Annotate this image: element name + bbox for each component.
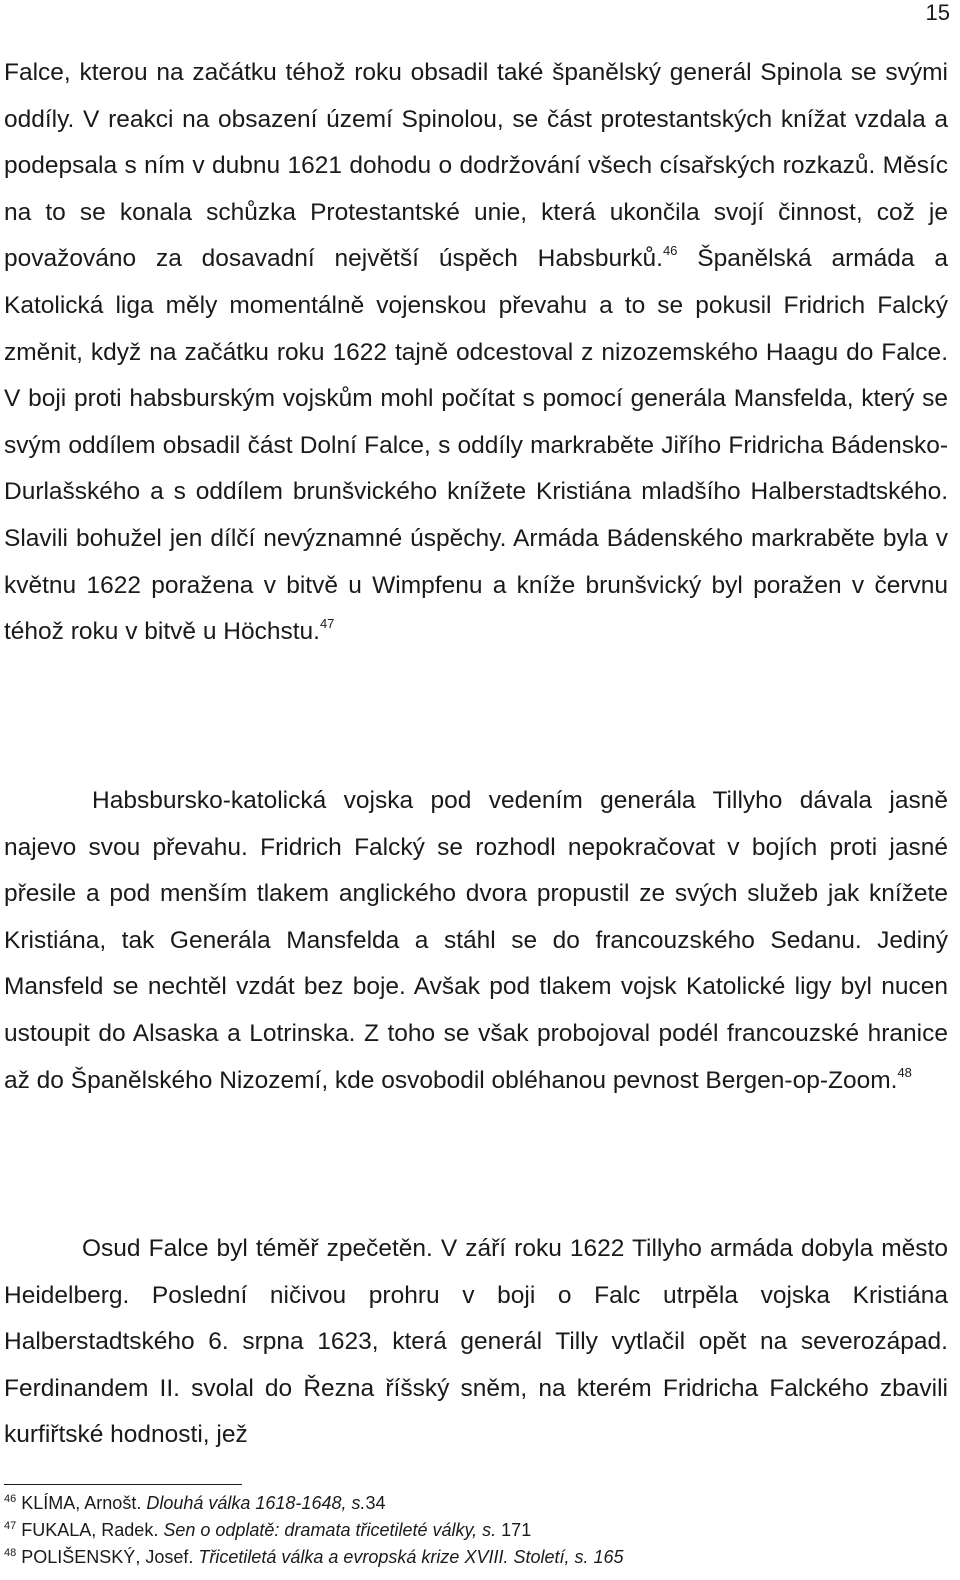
footnote-author: POLIŠENSKÝ, Josef. <box>21 1547 199 1567</box>
footnote-title: Třicetiletá válka a evropská krize XVIII. Století, s. 165 <box>198 1547 624 1567</box>
paragraph-text: Falce, kterou na začátku téhož roku obsadil také španělský generál Spinola se svými oddíly. V reakci na obsazení území Spinolou, se část protestantských knížat vzdala a podepsala s ním v dubnu 1621 dohodu o dodržování všech císařských rozkazů. Měsíc na to se konala schůzka Protestantské unie, která ukončila svojí činnost, což je považováno za dosavadní největší úspěch Habsburků. <box>4 59 948 273</box>
paragraph-text: Španělská armáda a Katolická liga měly momentálně vojenskou převahu a to se pokusil Fridrich Falcký změnit, když na začátku roku 1622 tajně odcestoval z nizozemského Haagu do Falce. V boji proti habsburským vojskům mohl počítat s pomocí generála Mansfelda, který se svým oddílem obsadil část Dolní Falce, s oddíly markraběte Jiřího Fridricha Bádensko-Durlašského a s oddílem brunšvického knížete Kristiána mladšího Halberstadtského. Slavili bohužel jen dílčí nevýznamné úspěchy. Armáda Bádenského markraběte byla v květnu 1622 poražena v bitvě u Wimpfenu a kníže brunšvický byl poražen v červnu téhož roku v bitvě u Höchstu. <box>4 245 949 646</box>
footnote-title: Sen o odplatě: dramata třicetileté války, s. <box>163 1520 497 1540</box>
page-number: 15 <box>925 0 950 25</box>
paragraph-1 <box>4 50 948 656</box>
footnote-pages: 34 <box>365 1493 386 1513</box>
paragraph-3 <box>4 1226 948 1459</box>
footnote-ref-46: 46 <box>662 243 678 259</box>
footnote-separator <box>4 1484 242 1485</box>
footnote-number: 48 <box>4 1547 17 1559</box>
paragraph-text: Osud Falce byl téměř zpečetěn. V září roku 1622 Tillyho armáda dobyla město Heidelberg. Poslední ničivou prohru v boji o Falc utrpěla vojska Kristiána Halberstadtského 6. srpna 1623, která generál Tilly vytlačil opět na severozápad. Ferdinandem II. svolal do Řezna říšský sněm, na kterém Fridricha Falckého zbavili kurfiřtské hodnosti, jež <box>4 1235 948 1449</box>
footnote-46 <box>4 1490 948 1517</box>
paragraph-2 <box>4 778 948 1104</box>
footnote-47 <box>4 1517 948 1544</box>
footnote-author: FUKALA, Radek. <box>21 1520 164 1540</box>
paragraph-text: Habsbursko-katolická vojska pod vedením generála Tillyho dávala jasně najevo svou převahu. Fridrich Falcký se rozhodl nepokračovat v bojích proti jasné přesile a pod menším tlakem anglického dvora propustil ze svých služeb jak knížete Kristiána, tak Generála Mansfelda a stáhl se do francouzského Sedanu. Jediný Mansfeld se nechtěl vzdát bez boje. Avšak pod tlakem vojsk Katolické ligy byl nucen ustoupit do Alsaska a Lotrinska. Z toho se však probojoval podél francouzské hranice až do Španělského Nizozemí, kde osvobodil obléhanou pevnost Bergen-op-Zoom. <box>4 787 948 1094</box>
footnote-48 <box>4 1544 948 1571</box>
footnotes <box>4 1490 948 1571</box>
footnote-title: Dlouhá válka 1618-1648, s. <box>146 1493 366 1513</box>
footnote-author: KLÍMA, Arnošt. <box>21 1493 147 1513</box>
footnote-ref-47: 47 <box>319 616 335 632</box>
footnote-number: 47 <box>4 1520 17 1532</box>
footnote-pages: 171 <box>496 1520 532 1540</box>
footnote-ref-48: 48 <box>897 1064 912 1080</box>
footnote-number: 46 <box>4 1493 17 1505</box>
